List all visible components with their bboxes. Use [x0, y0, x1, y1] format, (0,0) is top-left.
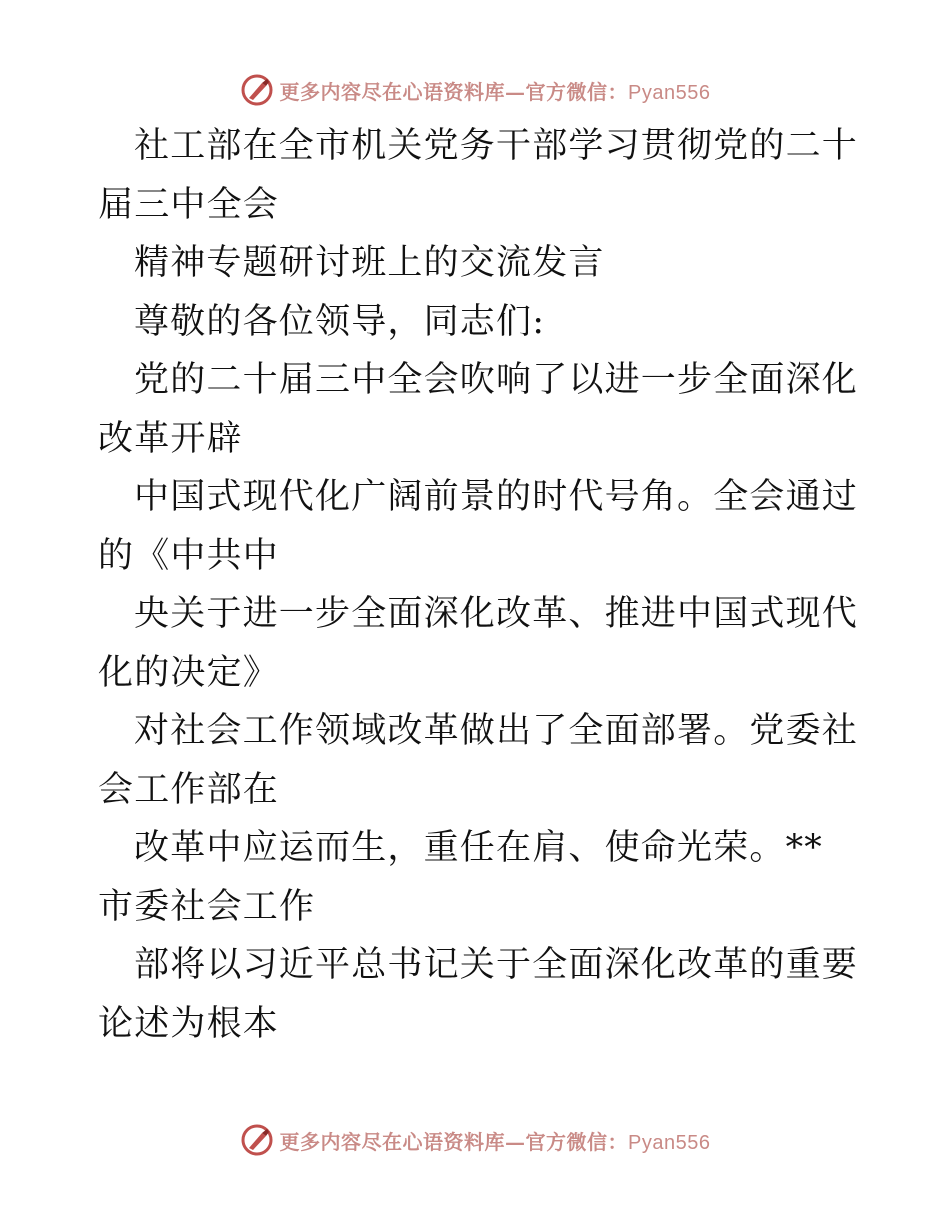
watermark-text: 更多内容尽在心语资料库—官方微信：Pyan556 [279, 79, 711, 104]
document-body [98, 117, 858, 1053]
header-watermark [0, 70, 950, 110]
quill-pen-logo-icon [240, 1123, 274, 1157]
footer-watermark [0, 1120, 950, 1160]
body-paragraph: 党的二十届三中全会吹响了以进一步全面深化改革开辟 [98, 360, 859, 459]
salutation: 尊敬的各位领导，同志们: [134, 301, 546, 342]
body-paragraph: 改革中应运而生，重任在肩、使命光荣。**市委社会工作 [98, 828, 824, 927]
body-paragraph: 对社会工作领域改革做出了全面部署。党委社会工作部在 [98, 711, 859, 810]
body-paragraph: 央关于进一步全面深化改革、推进中国式现代化的决定》 [98, 594, 859, 693]
body-paragraph: 中国式现代化广阔前景的时代号角。全会通过的《中共中 [98, 477, 859, 576]
body-paragraph: 部将以习近平总书记关于全面深化改革的重要论述为根本 [98, 945, 859, 1044]
watermark-text: 更多内容尽在心语资料库—官方微信：Pyan556 [279, 1129, 711, 1154]
quill-pen-logo-icon [240, 73, 274, 107]
document-subtitle: 精神专题研讨班上的交流发言 [134, 243, 605, 283]
document-title: 社工部在全市机关党务干部学习贯彻党的二十届三中全会 [98, 126, 859, 225]
